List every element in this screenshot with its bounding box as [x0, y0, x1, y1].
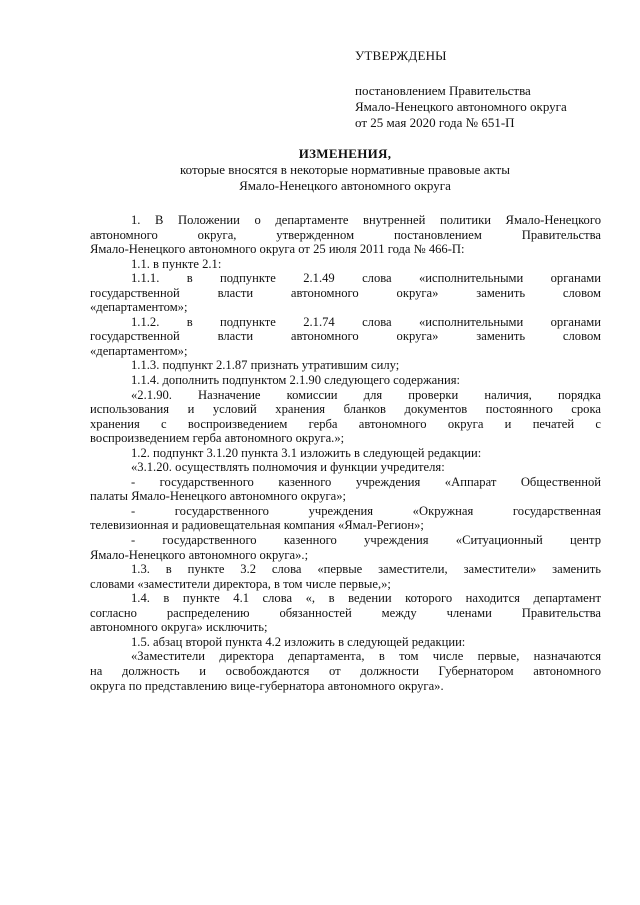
- paragraph: [90, 562, 601, 591]
- paragraph-line: хранения с воспроизведением герба автономного округа и печатей с: [90, 416, 601, 431]
- document-title: ИЗМЕНЕНИЯ,: [298, 146, 392, 161]
- document-body: [90, 213, 601, 693]
- paragraph: [90, 315, 601, 359]
- paragraph-line: палаты Ямало-Ненецкого автономного округа»;: [90, 489, 347, 504]
- paragraph-line: 1.1.3. подпункт 2.1.87 признать утратившим силу;: [131, 358, 400, 373]
- paragraph-line: телевизионная и радиовещательная компания «Ямал-Регион»;: [90, 518, 424, 533]
- paragraph-line: 1.2. подпункт 3.1.20 пункта 3.1 изложить в следующей редакции:: [131, 445, 482, 460]
- paragraph: [90, 446, 601, 461]
- paragraph-line: Ямало-Ненецкого автономного округа».;: [90, 547, 309, 562]
- approval-block: [355, 48, 567, 131]
- paragraph-line: округа по представлению вице-губернатора автономного округа».: [90, 678, 444, 693]
- paragraph-line: «департаментом»;: [90, 300, 188, 315]
- paragraph: [90, 475, 601, 504]
- paragraph-line: автономного округа» исключить;: [90, 620, 268, 635]
- paragraph-line: воспроизведением герба автономного округа.»;: [90, 431, 345, 446]
- paragraph: [90, 271, 601, 315]
- paragraph-line: «3.1.20. осуществлять полномочия и функции учредителя:: [131, 460, 445, 475]
- paragraph-line: «департаментом»;: [90, 343, 188, 358]
- paragraph-line: 1.1. в пункте 2.1:: [131, 256, 222, 271]
- paragraph: [90, 257, 601, 272]
- paragraph-line: использования и условий хранения бланков документов постоянного срока: [90, 402, 601, 417]
- paragraph-line: Ямало-Ненецкого автономного округа от 25 июля 2011 года № 466-П:: [90, 242, 465, 257]
- paragraph-line: 1.3. в пункте 3.2 слова «первые заместители, заместители» заменить: [131, 562, 601, 577]
- paragraph-line: государственной власти автономного округа» заменить словом: [90, 329, 601, 344]
- paragraph-line: «2.1.90. Назначение комиссии для проверки наличия, порядка: [131, 387, 601, 402]
- paragraph-line: согласно распределению обязанностей между членами Правительства: [90, 605, 601, 620]
- paragraph: [90, 388, 601, 446]
- paragraph-line: «Заместители директора департамента, в том числе первые, назначаются: [131, 649, 601, 664]
- paragraph-line: 1.4. в пункте 4.1 слова «, в ведении которого находится департамент: [131, 591, 601, 606]
- paragraph-line: государственной власти автономного округа» заменить словом: [90, 285, 601, 300]
- paragraph-line: 1.5. абзац второй пункта 4.2 изложить в следующей редакции:: [131, 634, 466, 649]
- document-subtitle-line: Ямало-Ненецкого автономного округа: [239, 178, 451, 193]
- approval-line: постановлением Правительства: [355, 83, 531, 98]
- paragraph: [90, 358, 601, 373]
- paragraph: [90, 649, 601, 693]
- paragraph-line: 1.1.1. в подпункте 2.1.49 слова «исполнительными органами: [131, 271, 601, 286]
- paragraph: [90, 591, 601, 635]
- approval-title: УТВЕРЖДЕНЫ: [355, 48, 447, 63]
- paragraph: [90, 533, 601, 562]
- document-subtitle-line: которые вносятся в некоторые нормативные правовые акты: [180, 162, 510, 177]
- paragraph: [90, 373, 601, 388]
- paragraph: [90, 635, 601, 650]
- paragraph-line: автономного округа, утвержденном постановлением Правительства: [90, 227, 601, 242]
- paragraph: [90, 504, 601, 533]
- paragraph-line: на должность и освобождаются от должности Губернатором автономного: [90, 663, 601, 678]
- paragraph-line: 1.1.4. дополнить подпунктом 2.1.90 следующего содержания:: [131, 373, 461, 388]
- paragraph: [90, 213, 601, 257]
- approval-line: от 25 мая 2020 года № 651-П: [355, 115, 515, 130]
- paragraph-line: - государственного учреждения «Окружная государственная: [131, 503, 601, 518]
- paragraph-line: словами «заместители директора, в том числе первые,»;: [90, 576, 391, 591]
- paragraph-line: 1.1.2. в подпункте 2.1.74 слова «исполнительными органами: [131, 314, 601, 329]
- paragraph-line: - государственного казенного учреждения «Ситуационный центр: [131, 533, 601, 548]
- paragraph-line: 1. В Положении о департаменте внутренней политики Ямало-Ненецкого: [131, 213, 601, 227]
- approval-line: Ямало-Ненецкого автономного округа: [355, 99, 567, 114]
- paragraph-line: - государственного казенного учреждения «Аппарат Общественной: [131, 474, 601, 489]
- document-heading: [90, 146, 600, 194]
- paragraph: [90, 460, 601, 475]
